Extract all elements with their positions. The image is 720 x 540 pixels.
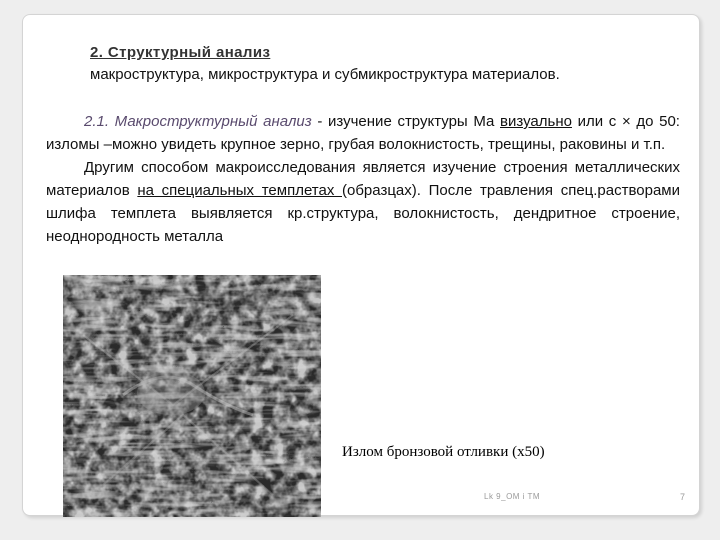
macro-analysis-term: 2.1. Макроструктурный анализ	[84, 113, 312, 130]
photo-caption: Излом бронзовой отливки (х50)	[342, 444, 545, 460]
templates-underlined: на специальных темплетах	[137, 182, 342, 199]
paragraph2-part2: (образцах). После травления спец.растворами шлифа темплета выявляется кр.структура, волокнистость, дендритное строение, неоднородность металла	[46, 182, 680, 245]
section-subheading: макроструктура, микроструктура и субмикроструктура материалов.	[90, 66, 560, 83]
paragraph-templates	[46, 156, 680, 248]
paragraph2-part1: Другим способом макроисследования является изучение строения металлических материалов	[46, 159, 680, 199]
paragraph1-part2: или с × до 50: изломы –можно увидеть крупное зерно, грубая волокнистость, трещины, раковины и т.п.	[46, 113, 680, 153]
body-text	[46, 110, 680, 248]
visual-underlined: визуально	[500, 113, 572, 130]
bronze-fracture-photo	[63, 275, 321, 517]
paragraph1-part1: - изучение структуры Ма	[311, 113, 501, 130]
paragraph-macro-analysis	[46, 110, 680, 156]
footer-text: Lk 9_OM i TM	[484, 492, 541, 501]
page-number: 7	[680, 492, 686, 502]
fracture-texture	[63, 275, 321, 517]
section-heading: 2. Структурный анализ	[90, 44, 271, 61]
